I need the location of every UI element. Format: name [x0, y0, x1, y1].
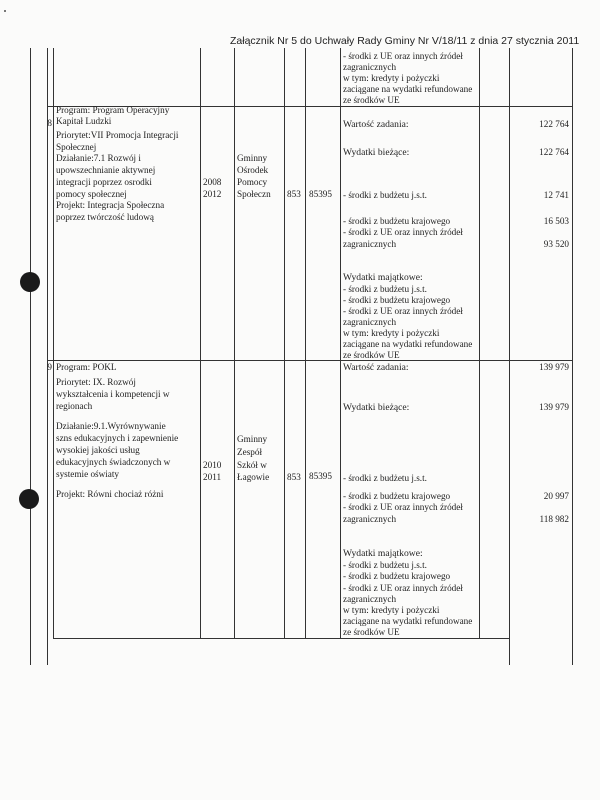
- expense-label: w tym: kredyty i pożyczki: [343, 605, 440, 615]
- task-description: Projekt: Równi chociaż różni: [56, 489, 164, 499]
- expense-label: zaciągane na wydatki refundowane: [343, 339, 473, 349]
- task-description: edukacyjnych świadczonych w: [56, 457, 171, 467]
- col-line: [200, 48, 201, 638]
- task-description: Projekt: Integracja Społeczna: [56, 200, 165, 210]
- amount: 122 764: [539, 147, 569, 157]
- scan-mark: [4, 10, 6, 12]
- task-description: szns edukacyjnych i zapewnienie: [56, 433, 179, 443]
- amount: 139 979: [539, 362, 569, 372]
- expense-label: zagranicznych: [343, 594, 397, 604]
- unit-name: Gminny: [237, 434, 268, 444]
- expense-label: Wydatki bieżące:: [343, 402, 410, 413]
- unit-name: Ośrodek: [237, 165, 269, 175]
- col-line: [284, 48, 285, 638]
- task-description: Kapitał Ludzki: [56, 116, 112, 126]
- expense-label: ze środków UE: [343, 350, 400, 360]
- expense-label: zagranicznych: [343, 317, 397, 327]
- task-description: Społecznej: [56, 142, 97, 152]
- row-separator: [47, 360, 572, 361]
- attachment-header: Załącznik Nr 5 do Uchwały Rady Gminy Nr V/18/11 z dnia 27 stycznia 2011: [230, 35, 580, 47]
- unit-name: Gminny: [237, 153, 268, 163]
- unit-name: Szkół w: [237, 460, 267, 470]
- expense-label: - środki z budżetu krajowego: [343, 295, 451, 305]
- task-description: integracji poprzez osrodki: [56, 177, 152, 187]
- task-description: wykształcenia i kompetencji w: [56, 389, 170, 399]
- row-separator: [53, 638, 509, 639]
- amount: 139 979: [539, 402, 569, 412]
- expense-label: Wydatki bieżące:: [343, 147, 410, 158]
- task-description: Program: POKL: [56, 362, 117, 372]
- punch-hole: [20, 272, 40, 292]
- expense-label: - środki z UE oraz innych źródeł: [343, 502, 463, 512]
- expense-label: zaciągane na wydatki refundowane: [343, 616, 473, 626]
- expense-label: - środki z UE oraz innych źródeł: [343, 306, 463, 316]
- expense-label: - środki z budżetu krajowego: [343, 571, 451, 581]
- expense-label: - środki z budżetu krajowego: [343, 491, 451, 501]
- task-description: Działanie:7.1 Rozwój i: [56, 153, 141, 163]
- task-description: pomocy społecznej: [56, 189, 127, 199]
- expense-label: - środki z budżetu j.s.t.: [343, 560, 427, 570]
- amount: 93 520: [543, 239, 569, 249]
- expense-label: zagranicznych: [343, 239, 397, 249]
- expense-label: - środki z UE oraz innych źródeł: [343, 227, 463, 237]
- unit-name: Zespół: [237, 447, 263, 457]
- expense-label: Wydatki majątkowe:: [343, 272, 423, 283]
- cell-text: w tym: kredyty i pożyczki: [343, 73, 440, 83]
- task-description: upowszechnianie aktywnej: [56, 165, 156, 175]
- expense-label: w tym: kredyty i pożyczki: [343, 328, 440, 338]
- unit-name: Pomocy: [237, 177, 268, 187]
- col-line: [509, 48, 510, 665]
- unit-name: Społeczn: [237, 189, 271, 199]
- col-line: [340, 48, 341, 638]
- task-description: Priorytet:VII Promocja Integracji: [56, 130, 179, 140]
- row-number: 9: [47, 362, 52, 372]
- dzial: 853: [287, 189, 301, 199]
- expense-label: - środki z budżetu j.s.t.: [343, 284, 427, 294]
- amount: 118 982: [539, 514, 569, 524]
- rozdzial: 85395: [309, 189, 332, 199]
- expense-label: - środki z budżetu krajowego: [343, 216, 451, 226]
- task-description: Priorytet: IX. Rozwój: [56, 377, 136, 387]
- amount: 20 997: [543, 491, 569, 501]
- years: 2012: [203, 189, 222, 199]
- cell-text: - środki z UE oraz innych źródeł: [343, 51, 463, 61]
- table-border-right: [572, 48, 573, 665]
- task-description: regionach: [56, 401, 93, 411]
- row-number: 8: [47, 118, 52, 128]
- years: 2010: [203, 460, 222, 470]
- amount: 12 741: [543, 190, 569, 200]
- amount: 122 764: [539, 119, 569, 129]
- col-line: [53, 48, 54, 638]
- dzial: 853: [287, 472, 301, 482]
- expense-label: zagranicznych: [343, 514, 397, 524]
- expense-label: ze środków UE: [343, 627, 400, 637]
- punch-hole: [19, 489, 39, 509]
- task-description: poprzez twórczość ludową: [56, 212, 154, 222]
- cell-text: zagranicznych: [343, 62, 397, 72]
- col-line: [479, 48, 480, 638]
- expense-label: Wartość zadania:: [343, 119, 409, 130]
- cell-text: zaciągane na wydatki refundowane: [343, 84, 473, 94]
- expense-label: - środki z budżetu j.s.t.: [343, 190, 427, 200]
- unit-name: Łagowie: [237, 472, 270, 482]
- task-description: Działanie:9.1.Wyrównywanie: [56, 421, 166, 431]
- cell-text: ze środków UE: [343, 95, 400, 105]
- expense-label: Wartość zadania:: [343, 362, 409, 373]
- expense-label: - środki z UE oraz innych źródeł: [343, 583, 463, 593]
- task-description: systemie oświaty: [56, 469, 120, 479]
- task-description: wysokiej jakości usług: [56, 445, 140, 455]
- col-line: [47, 48, 48, 665]
- rozdzial: 85395: [309, 471, 332, 481]
- table-border-left: [30, 48, 31, 665]
- amount: 16 503: [543, 216, 569, 226]
- task-description: Program: Program Operacyjny: [56, 105, 170, 115]
- years: 2008: [203, 177, 222, 187]
- expense-label: - środki z budżetu j.s.t.: [343, 473, 427, 483]
- expense-label: Wydatki majątkowe:: [343, 548, 423, 559]
- col-line: [305, 48, 306, 638]
- years: 2011: [203, 472, 222, 482]
- col-line: [234, 48, 235, 638]
